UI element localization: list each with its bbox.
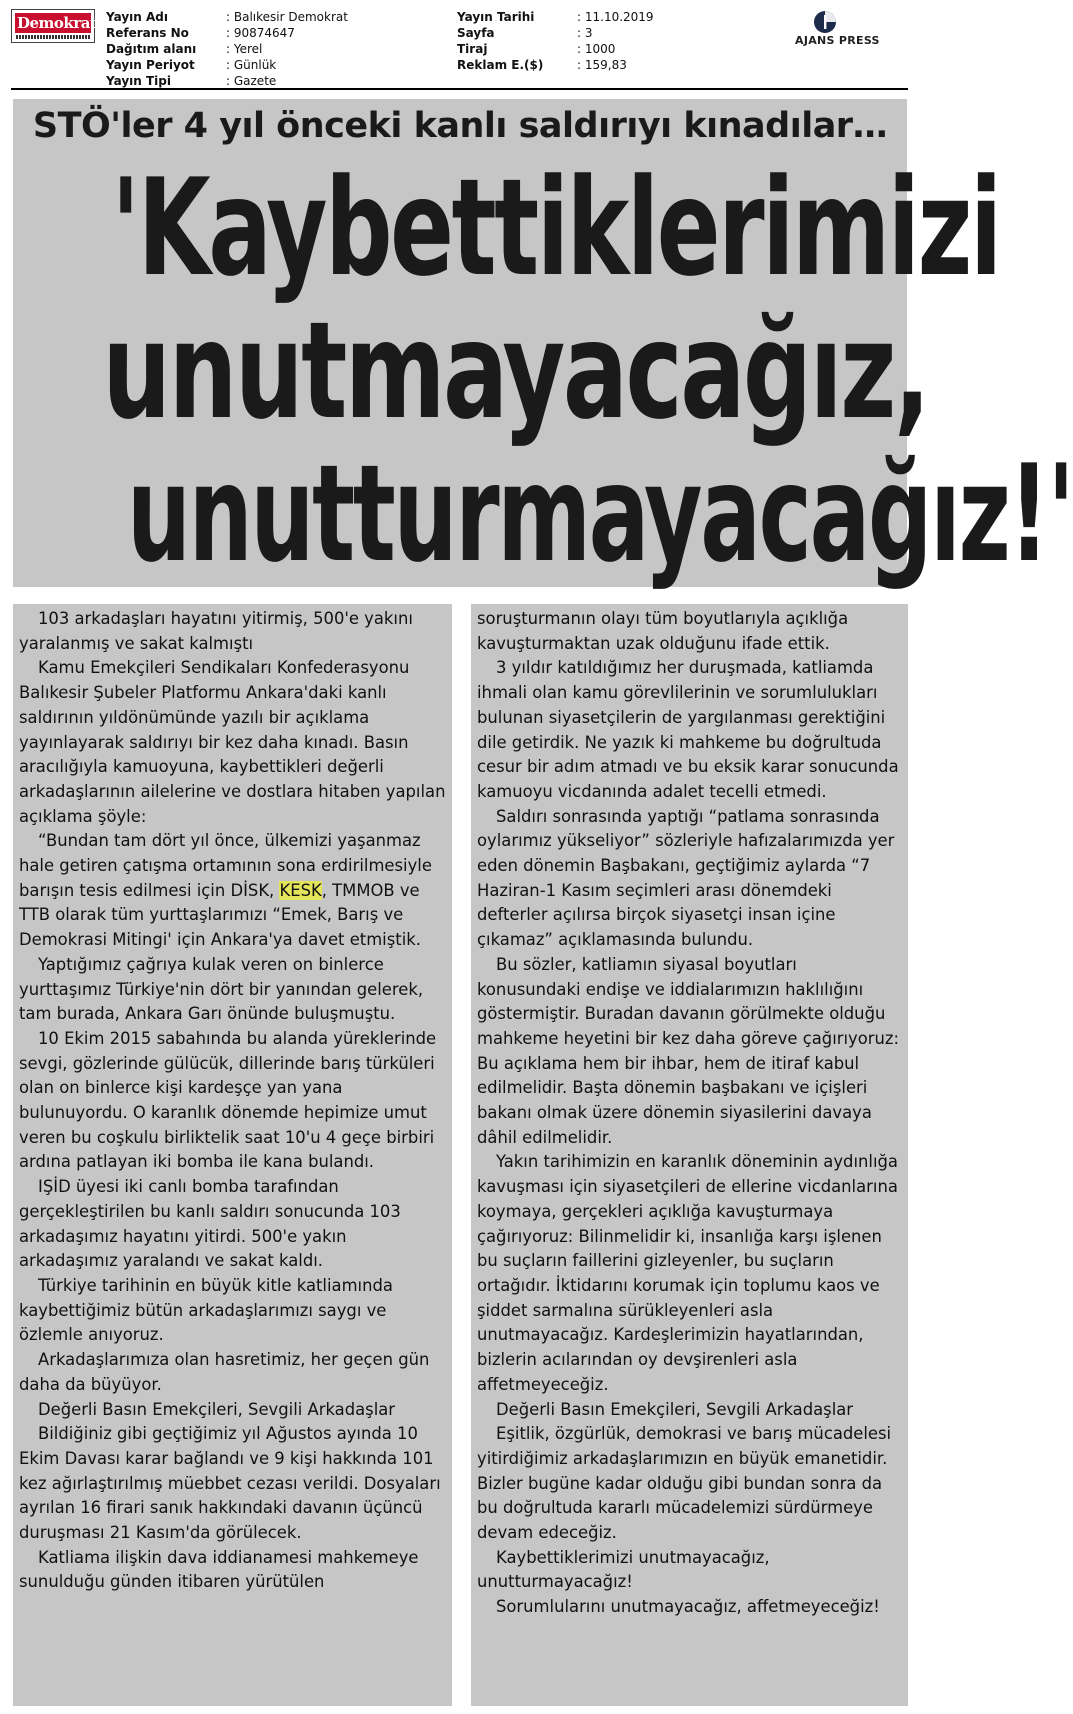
meta-row bbox=[106, 9, 348, 25]
paragraph: 3 yıldır katıldığımız her duruşmada, katliamda ihmali olan kamu görevlilerinin ve sorumlulukları bulunan siyasetçilerin de yargılanması gerektiğini dile getirdik. Ne yazık ki mahkeme bu doğrultuda cesur bir adım atmadı ve bu eksik karar sonucunda kamuoyu vicdanında adalet tecelli etmedi. bbox=[477, 658, 899, 801]
meta-label: Yayın Adı bbox=[106, 10, 168, 24]
paragraph: Kaybettiklerimizi unutmayacağız, unutturmayacağız! bbox=[477, 1547, 770, 1592]
paragraph: Bu sözler, katliamın siyasal boyutları konusundaki endişe ve iddialarımızın haklılığını göstermiştir. Buradan davanın görülmekte olduğu mahkeme heyetini bir kez daha göreve çağırıyoruz: Bu açıklama hem bir ihbar, hem de itiraf kabul edilmelidir. Başta dönemin başbakanı ve içişleri bakanı olmak üzere dönemin siyasilerini davaya dâhil edilmelidir. bbox=[477, 954, 900, 1147]
paragraph: Değerli Basın Emekçileri, Sevgili Arkadaşlar bbox=[496, 1399, 854, 1419]
meta-left bbox=[106, 9, 348, 89]
article-column-2 bbox=[471, 604, 908, 1706]
paragraph bbox=[19, 829, 448, 953]
meta-row bbox=[106, 73, 348, 89]
kicker-headline: STÖ'ler 4 yıl önceki kanlı saldırıyı kınadılar… bbox=[32, 106, 888, 146]
main-headline-line-3: unutturmayacağız!' bbox=[126, 436, 1073, 592]
meta-value: : Gazete bbox=[226, 74, 277, 88]
meta-value: : 1000 bbox=[577, 42, 616, 56]
paragraph: Yakın tarihimizin en karanlık döneminin aydınlığa kavuşması için siyasetçileri de ellerine vicdanlarına koymaya, gerçekleri açıklığa kavuşturmaya çağırıyoruz: Bilinmelidir ki, insanlığa karşı işlenen bu suçların faillerini gizleyenler, bu suçların ortağıdır. İktidarını korumak için toplumu kaos ve şiddet sarmalına sürükleyenleri asla unutmayacağız. Kardeşlerimizin hayatlarından, bizlerin acılarından oy devşirenleri asla affetmeyeceğiz. bbox=[477, 1152, 898, 1394]
meta-row bbox=[457, 41, 654, 57]
meta-label: Yayın Tipi bbox=[106, 74, 171, 88]
logo-text: Demokrat bbox=[17, 14, 97, 32]
main-headline-line-2: unutmayacağız, bbox=[102, 293, 929, 449]
meta-label: Reklam E.($) bbox=[457, 58, 544, 72]
article-column-1 bbox=[13, 604, 452, 1706]
paragraph: Değerli Basın Emekçileri, Sevgili Arkadaşlar bbox=[38, 1399, 396, 1419]
meta-row bbox=[106, 25, 348, 41]
meta-row bbox=[457, 25, 654, 41]
header-divider bbox=[11, 88, 908, 90]
meta-value: : Günlük bbox=[226, 58, 277, 72]
meta-row bbox=[106, 57, 348, 73]
meta-label: Referans No bbox=[106, 26, 189, 40]
paragraph: Arkadaşlarımıza olan hasretimiz, her geçen gün daha da büyüyor. bbox=[19, 1350, 430, 1394]
headline-block bbox=[13, 99, 1073, 592]
logo-tagline-stripe bbox=[16, 35, 90, 39]
paragraph: Kamu Emekçileri Sendikaları Konfederasyonu Balıkesir Şubeler Platformu Ankara'daki kanlı saldırının yıldönümünde yazılı bir açıklama yayınlayarak saldırıyı bir kez daha kınadı. Basın aracılığıyla kamuoyuna, kaybettikleri değerli arkadaşlarının ailelerine ve dostlara hitaben yapılan açıklama şöyle: bbox=[19, 658, 446, 826]
meta-label: Dağıtım alanı bbox=[106, 42, 197, 56]
paragraph: Türkiye tarihinin en büyük kitle katliamında kaybettiğimiz bütün arkadaşlarımızı saygı ve özlemle anıyoruz. bbox=[19, 1275, 393, 1345]
paragraph: 103 arkadaşları hayatını yitirmiş, 500'e yakını yaralanmış ve sakat kalmıştı bbox=[19, 609, 413, 653]
newspaper-logo bbox=[11, 9, 95, 43]
meta-right bbox=[457, 9, 654, 73]
meta-label: Tiraj bbox=[457, 42, 488, 56]
meta-value: : Yerel bbox=[226, 42, 263, 56]
paragraph-text: , TMMOB ve TTB olarak tüm yurttaşlarımızı “Emek, Barış ve Demokrasi Mitingi' için Ankara'ya davet etmiştik. bbox=[19, 880, 421, 950]
paragraph: Bildiğiniz gibi geçtiğimiz yıl Ağustos ayında 10 Ekim Davası karar bağlandı ve 9 kişi hakkında 101 kez ağırlaştırılmış müebbet cezası verildi. Dosyaları ayrılan 16 firari sanık hakkındaki davanın üçüncü duruşması 21 Kasım'da görülecek. bbox=[19, 1424, 441, 1543]
meta-label: Sayfa bbox=[457, 26, 495, 40]
meta-row bbox=[457, 9, 654, 25]
paragraph: Saldırı sonrasında yaptığı “patlama sonrasında oylarımız yükseliyor” sözleriyle hafızalarımızda yer eden dönemin Başbakanı, geçtiğimiz aylarda “7 Haziran-1 Kasım seçimleri arası dönemdeki defterler açılırsa birçok siyasetçi insan içine çıkamaz” açıklamasında bulundu. bbox=[477, 806, 895, 950]
meta-value: : 159,83 bbox=[577, 58, 627, 72]
meta-label: Yayın Tarihi bbox=[457, 10, 535, 24]
meta-label: Yayın Periyot bbox=[106, 58, 195, 72]
ajans-press-logo-icon bbox=[813, 10, 837, 34]
paragraph: Yaptığımız çağrıya kulak veren on binlerce yurttaşımız Türkiye'nin dört bir yanından gelerek, tam burada, Ankara Garı önünde buluşmuştu. bbox=[19, 954, 424, 1024]
meta-value: : 3 bbox=[577, 26, 593, 40]
meta-value: : 90874647 bbox=[226, 26, 295, 40]
paragraph-text: “Bundan tam dört yıl önce, ülkemizi yaşanmaz hale getiren çatışma ortamının sona erdirilmesiyle barışın tesis edilmesi için DİSK, bbox=[19, 831, 432, 900]
meta-value: : 11.10.2019 bbox=[577, 10, 654, 24]
meta-value: : Balıkesir Demokrat bbox=[226, 10, 348, 24]
clipping-header bbox=[0, 0, 920, 88]
paragraph: Eşitlik, özgürlük, demokrasi ve barış mücadelesi yitirdiğimiz arkadaşlarımızın en büyük emanetidir. Bizler bugüne kadar olduğu gibi bundan sonra da bu doğrultuda kararlı mücadelemizi sürdürmeye devam edeceğiz. bbox=[477, 1424, 892, 1543]
meta-row bbox=[457, 57, 654, 73]
highlighted-term: KESK bbox=[279, 880, 322, 900]
paragraph: 10 Ekim 2015 sabahında bu alanda yüreklerinde sevgi, gözlerinde gülücük, dillerinde barış türküleri olan on binlerce kişi kardeşçe yan yana bulunuyordu. O karanlık dönemde hepimize umut veren bu coşkulu birliktelik saat 10'u 4 geçe birbiri ardına patlayan iki bomba ile kana bulandı. bbox=[19, 1028, 437, 1172]
main-headline-line-1: 'Kaybettiklerimizi bbox=[111, 150, 1000, 306]
agency-name: AJANS PRESS bbox=[795, 34, 880, 47]
paragraph: Sorumlularını unutmayacağız, affetmeyeceğiz! bbox=[496, 1597, 880, 1617]
paragraph: IŞİD üyesi iki canlı bomba tarafından gerçekleştirilen bu kanlı saldırı sonucunda 103 arkadaşımız hayatını yitirdi. 500'e yakın arkadaşımız yaralandı ve sakat kaldı. bbox=[19, 1177, 401, 1271]
paragraph: Katliama ilişkin dava iddianamesi mahkemeye sunulduğu günden itibaren yürütülen bbox=[19, 1547, 419, 1592]
meta-row bbox=[106, 41, 348, 57]
paragraph-continued: soruşturmanın olayı tüm boyutlarıyla açıklığa kavuşturmaktan uzak olduğunu ifade ettik. bbox=[477, 609, 849, 653]
